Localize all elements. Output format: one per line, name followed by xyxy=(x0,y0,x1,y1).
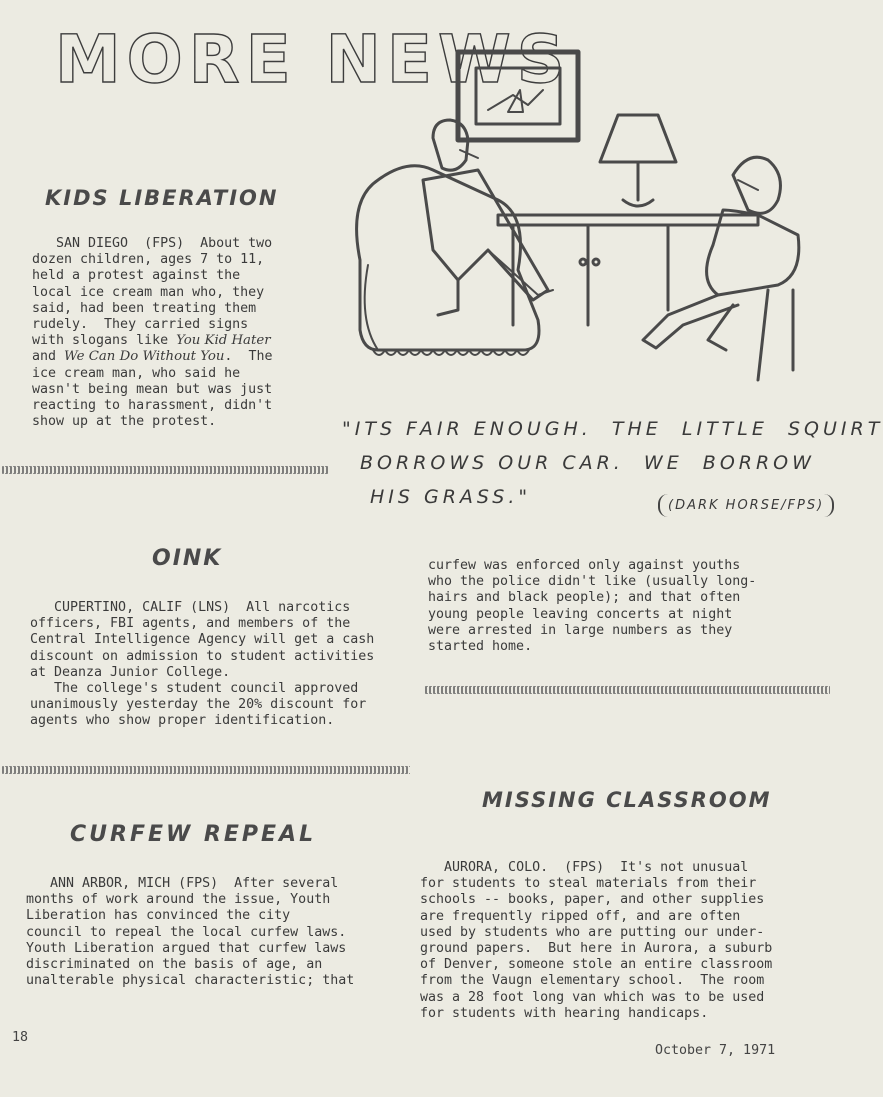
kids-liberation-line: local ice cream man who, they xyxy=(32,284,265,300)
slogan-text: We Can Do Without You xyxy=(64,349,225,365)
column-divider xyxy=(2,766,410,774)
curfew-continued-line: who the police didn't like (usually long- xyxy=(428,574,757,590)
kids-liberation-line: dozen children, ages 7 to 11, xyxy=(32,252,265,268)
issue-date: October 7, 1971 xyxy=(655,1043,776,1058)
oink-line: at Deanza Junior College. xyxy=(30,664,231,680)
curfew-repeal-line: Liberation has convinced the city xyxy=(26,908,291,924)
kids-liberation-line: wasn't being mean but was just xyxy=(32,381,273,397)
missing-classroom-story xyxy=(420,860,772,1022)
oink-line: The college's student council approved xyxy=(30,681,359,697)
oink-line: officers, FBI agents, and members of the xyxy=(30,616,351,632)
curfew-repeal-line: discriminated on the basis of age, an xyxy=(26,957,323,973)
column-divider xyxy=(2,466,328,474)
oink-headline: OINK xyxy=(152,546,223,571)
oink-story xyxy=(30,600,374,730)
missing-classroom-line: are frequently ripped off, and are often xyxy=(420,908,741,924)
curfew-continued-line: were arrested in large numbers as they xyxy=(428,622,733,638)
curfew-continued-line: young people leaving concerts at night xyxy=(428,606,733,622)
kids-liberation-line: said, had been treating them xyxy=(32,300,257,316)
curfew-continued-line: hairs and black people); and that often xyxy=(428,590,741,606)
missing-classroom-line: schools -- books, paper, and other supplies xyxy=(420,892,765,908)
cartoon-illustration xyxy=(338,50,808,410)
slogan-text: You Kid Hater xyxy=(176,333,271,349)
kids-liberation-line: SAN DIEGO (FPS) About two xyxy=(32,236,273,251)
kids-liberation-line: rudely. They carried signs xyxy=(32,317,249,333)
curfew-continued-story xyxy=(428,558,756,655)
curfew-repeal-story xyxy=(26,876,354,989)
slogan-line-text: with slogans like xyxy=(32,333,177,349)
slogan-line-text: . The xyxy=(224,349,273,365)
page-number: 18 xyxy=(12,1030,29,1045)
curfew-repeal-line: Youth Liberation argued that curfew laws xyxy=(26,940,347,956)
oink-line: Central Intelligence Agency will get a cash xyxy=(30,632,375,648)
missing-classroom-line: from the Vaugn elementary school. The room xyxy=(420,973,765,989)
curfew-repeal-line: unalterable physical characteristic; that xyxy=(26,973,355,989)
curfew-repeal-line: council to repeal the local curfew laws. xyxy=(26,924,347,940)
missing-classroom-line: for students to steal materials from their xyxy=(420,876,757,892)
missing-classroom-line: ground papers. But here in Aurora, a suburb xyxy=(420,941,773,957)
column-divider xyxy=(425,686,830,694)
curfew-repeal-headline: CURFEW REPEAL xyxy=(70,822,317,847)
oink-line: unanimously yesterday the 20% discount for xyxy=(30,697,367,713)
slogan-line-text: and xyxy=(32,349,65,365)
kids-liberation-line: held a protest against the xyxy=(32,268,241,284)
oink-line: agents who show proper identification. xyxy=(30,713,335,729)
caption-line: "ITS FAIR ENOUGH. THE LITTLE SQUIRT xyxy=(342,418,883,440)
curfew-repeal-line: ANN ARBOR, MICH (FPS) After several xyxy=(26,876,339,891)
oink-line: CUPERTINO, CALIF (LNS) All narcotics xyxy=(30,600,351,615)
missing-classroom-line: for students with hearing handicaps. xyxy=(420,1005,709,1021)
missing-classroom-line: AURORA, COLO. (FPS) It's not unusual xyxy=(420,860,749,875)
kids-liberation-line: show up at the protest. xyxy=(32,414,217,430)
kids-liberation-slogan-line xyxy=(32,333,272,349)
masthead-title-text: MORE NEWS xyxy=(55,21,571,98)
kids-liberation-story xyxy=(32,236,272,430)
missing-classroom-line: of Denver, someone stole an entire classroom xyxy=(420,957,773,973)
missing-classroom-headline: MISSING CLASSROOM xyxy=(482,788,772,812)
cartoon-credit: (DARK HORSE/FPS) xyxy=(658,494,834,517)
missing-classroom-line: used by students who are putting our under- xyxy=(420,924,765,940)
kids-liberation-headline: KIDS LIBERATION xyxy=(45,186,279,210)
caption-line: BORROWS OUR CAR. WE BORROW xyxy=(360,452,815,474)
missing-classroom-line: was a 28 foot long van which was to be used xyxy=(420,989,765,1005)
curfew-repeal-line: months of work around the issue, Youth xyxy=(26,892,331,908)
kids-liberation-slogan-line-2 xyxy=(32,349,272,365)
curfew-continued-line: started home. xyxy=(428,639,533,655)
kids-liberation-line: ice cream man, who said he xyxy=(32,365,241,381)
kids-liberation-line: reacting to harassment, didn't xyxy=(32,398,273,414)
curfew-continued-line: curfew was enforced only against youths xyxy=(428,558,741,573)
oink-line: discount on admission to student activities xyxy=(30,648,375,664)
caption-line: HIS GRASS." xyxy=(370,486,532,508)
